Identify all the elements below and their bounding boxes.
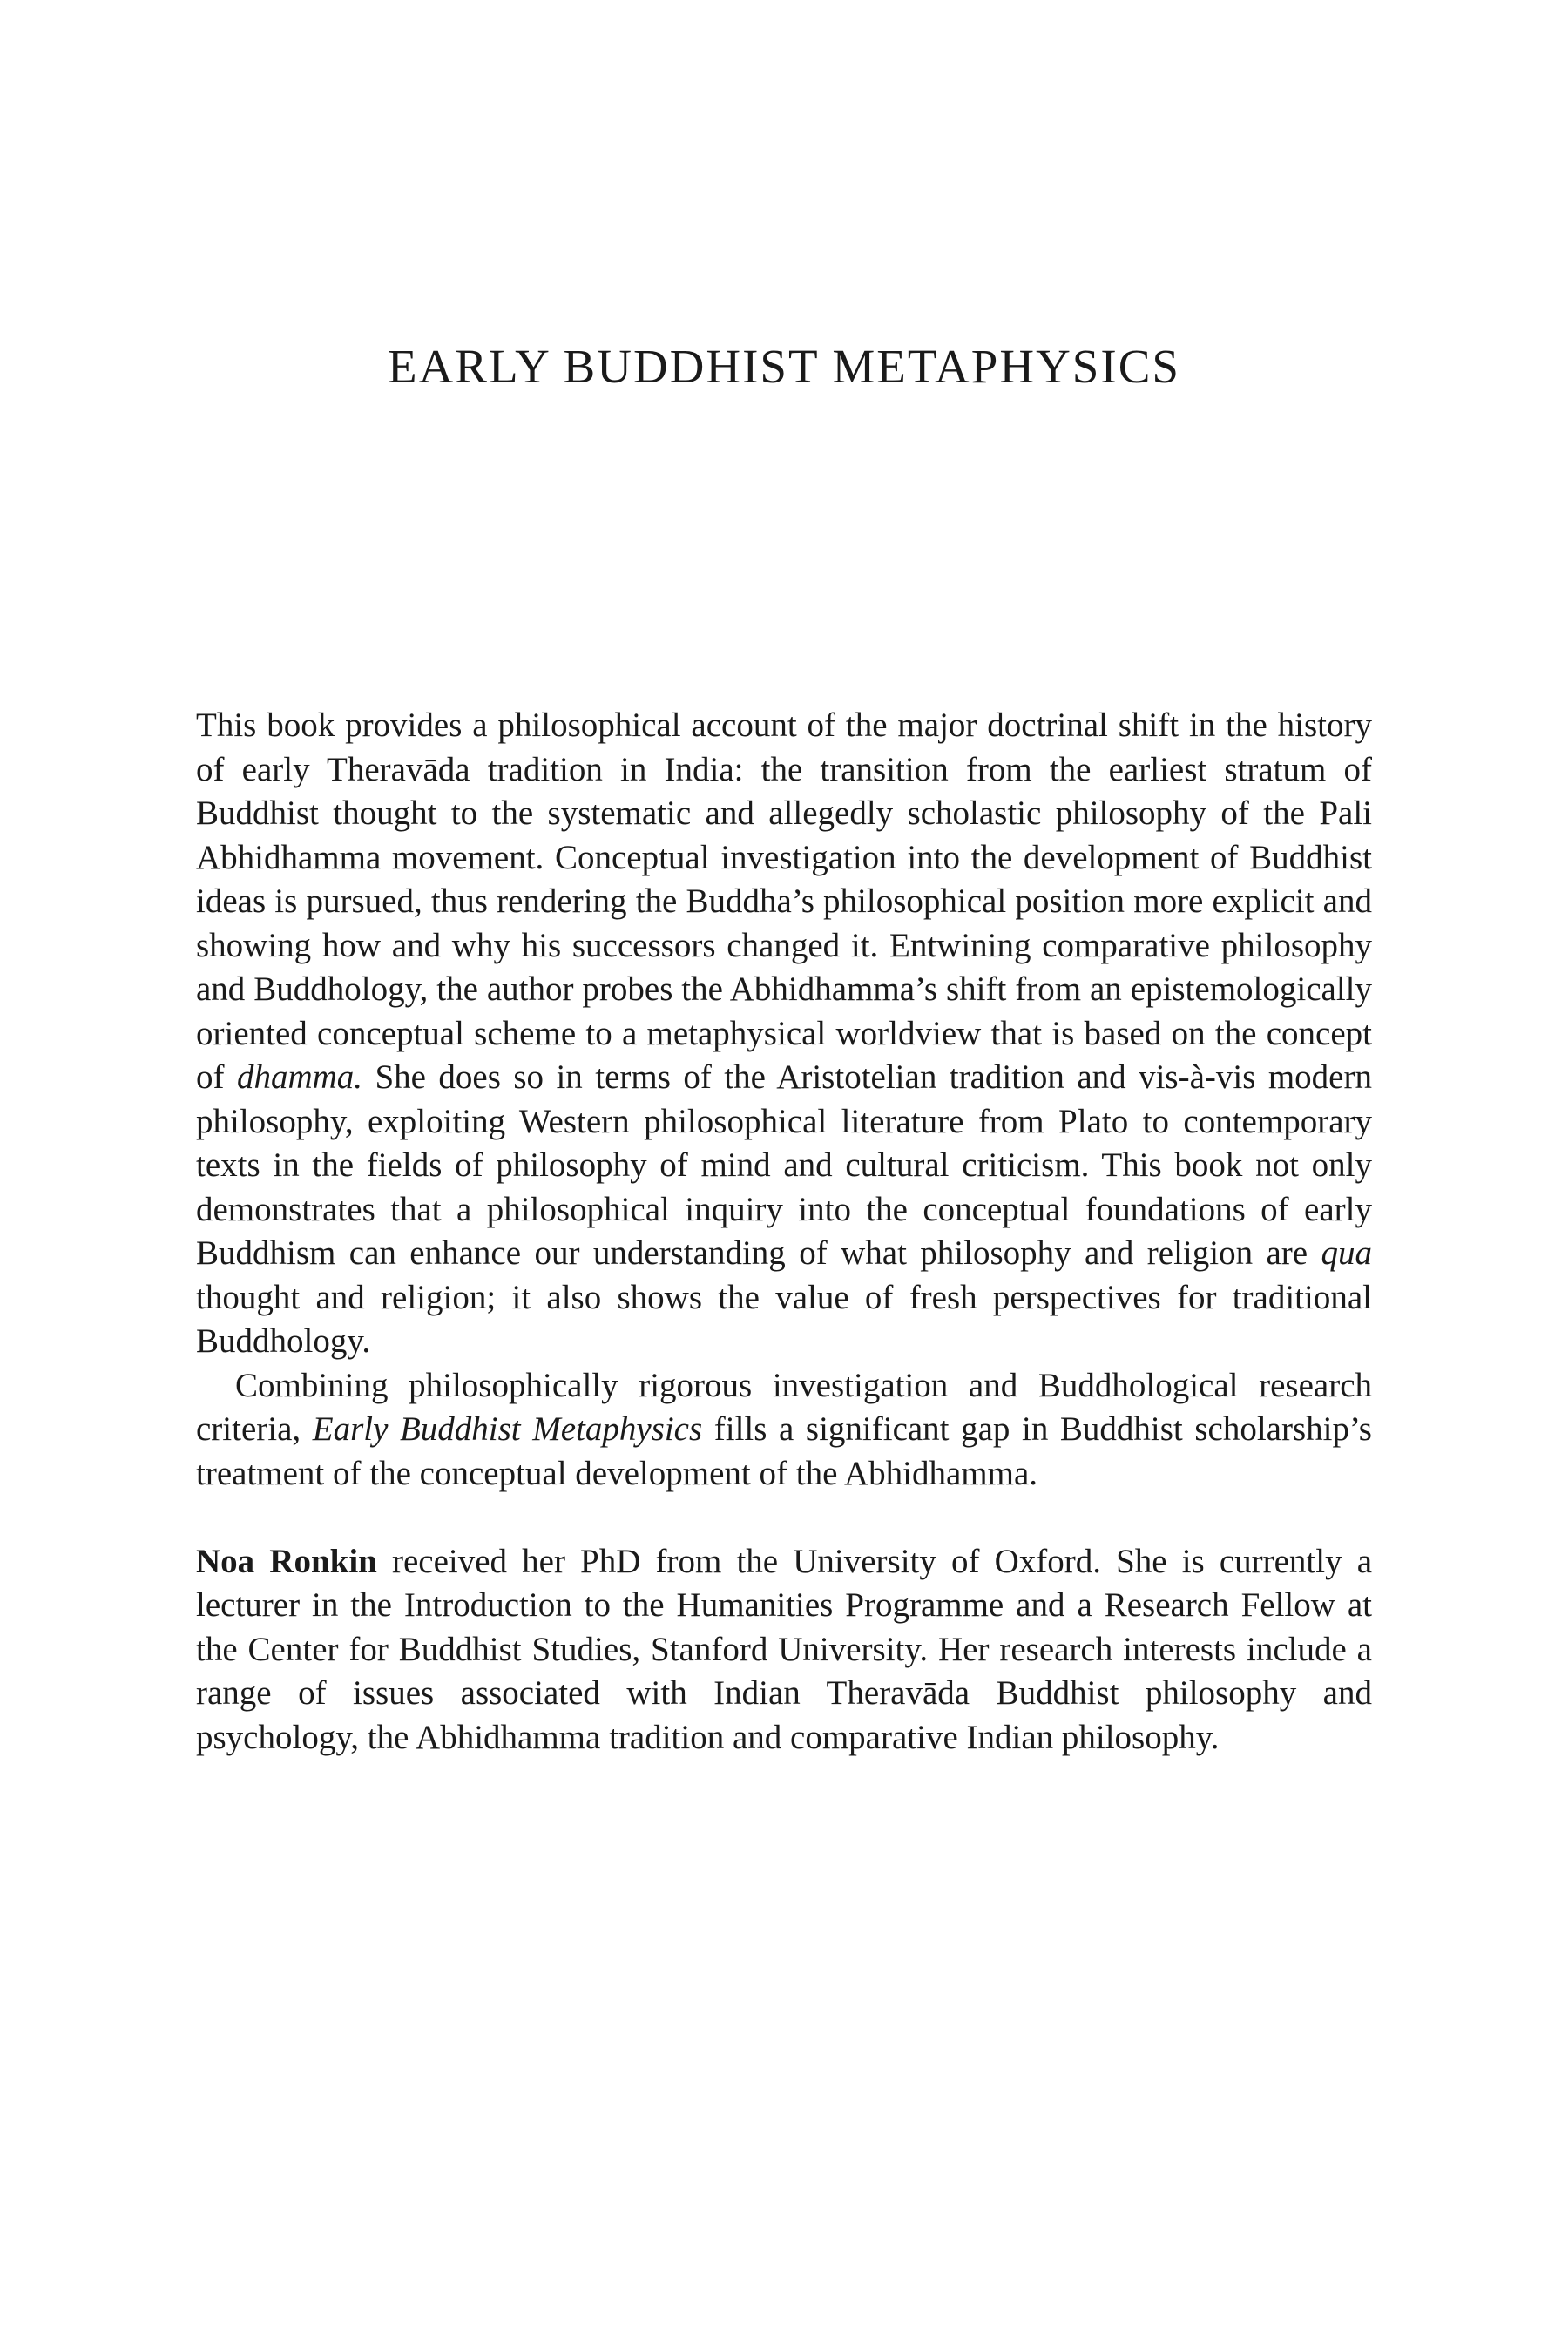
description-p1-part-b: She does so in terms of the Aristotelian tradition and vis-à-vis modern philosophy, exploiting Western philosophical literature from Plato to contemporary texts in the fields of philosophy of mind and cultural criticism. This book not only demonstrates that a philosophical inquiry into the conceptual foundations of early Buddhism can enhance our understanding of what philosophy and religion are: [196, 1058, 1372, 1272]
author-bio: [196, 1540, 1372, 1761]
description-p1-part-a: This book provides a philosophical account of the major doctrinal shift in the history of early Theravāda tradition in India: the transition from the earliest stratum of Buddhist thought to the systematic and allegedly scholastic philosophy of the Pali Abhidhamma movement. Conceptual investigation into the development of Buddhist ideas is pursued, thus rendering the Buddha’s philosophical position more explicit and showing how and why his successors changed it. Entwining comparative philosophy and Buddhology, the author probes the Abhidhamma’s shift from an epistemologically oriented conceptual scheme to a metaphysical worldview that is based on the concept of: [196, 706, 1372, 1096]
book-title-inline: Early Buddhist Metaphysics: [312, 1410, 703, 1448]
author-bio-text: received her PhD from the University of Oxford. She is currently a lecturer in the Introduction to the Humanities Programme and a Research Fellow at the Center for Buddhist Studies, Stanford University. Her research interests include a range of issues associated with Indian Theravāda Buddhist philosophy and psychology, the Abhidhamma tradition and comparative Indian philosophy.: [196, 1542, 1373, 1756]
page-title: EARLY BUDDHIST METAPHYSICS: [388, 340, 1180, 393]
description-p2-part-b: fills a significant gap in Buddhist scholarship’s treatment of the conceptual development of the Abhidhamma.: [196, 1410, 1372, 1492]
dhamma-term: dhamma.: [236, 1058, 363, 1096]
description-p2-part-a: Combining philosophically rigorous investigation and Buddhological research criteria,: [196, 1366, 1372, 1448]
description-p1-part-c: thought and religion; it also shows the value of fresh perspectives for traditional Buddhology.: [196, 1278, 1372, 1360]
description-paragraph-2: [196, 1364, 1372, 1497]
description-paragraph-1: [196, 704, 1372, 1364]
qua-term: qua: [1321, 1234, 1372, 1272]
book-description: [196, 704, 1372, 1760]
author-name: Noa Ronkin: [196, 1542, 377, 1580]
